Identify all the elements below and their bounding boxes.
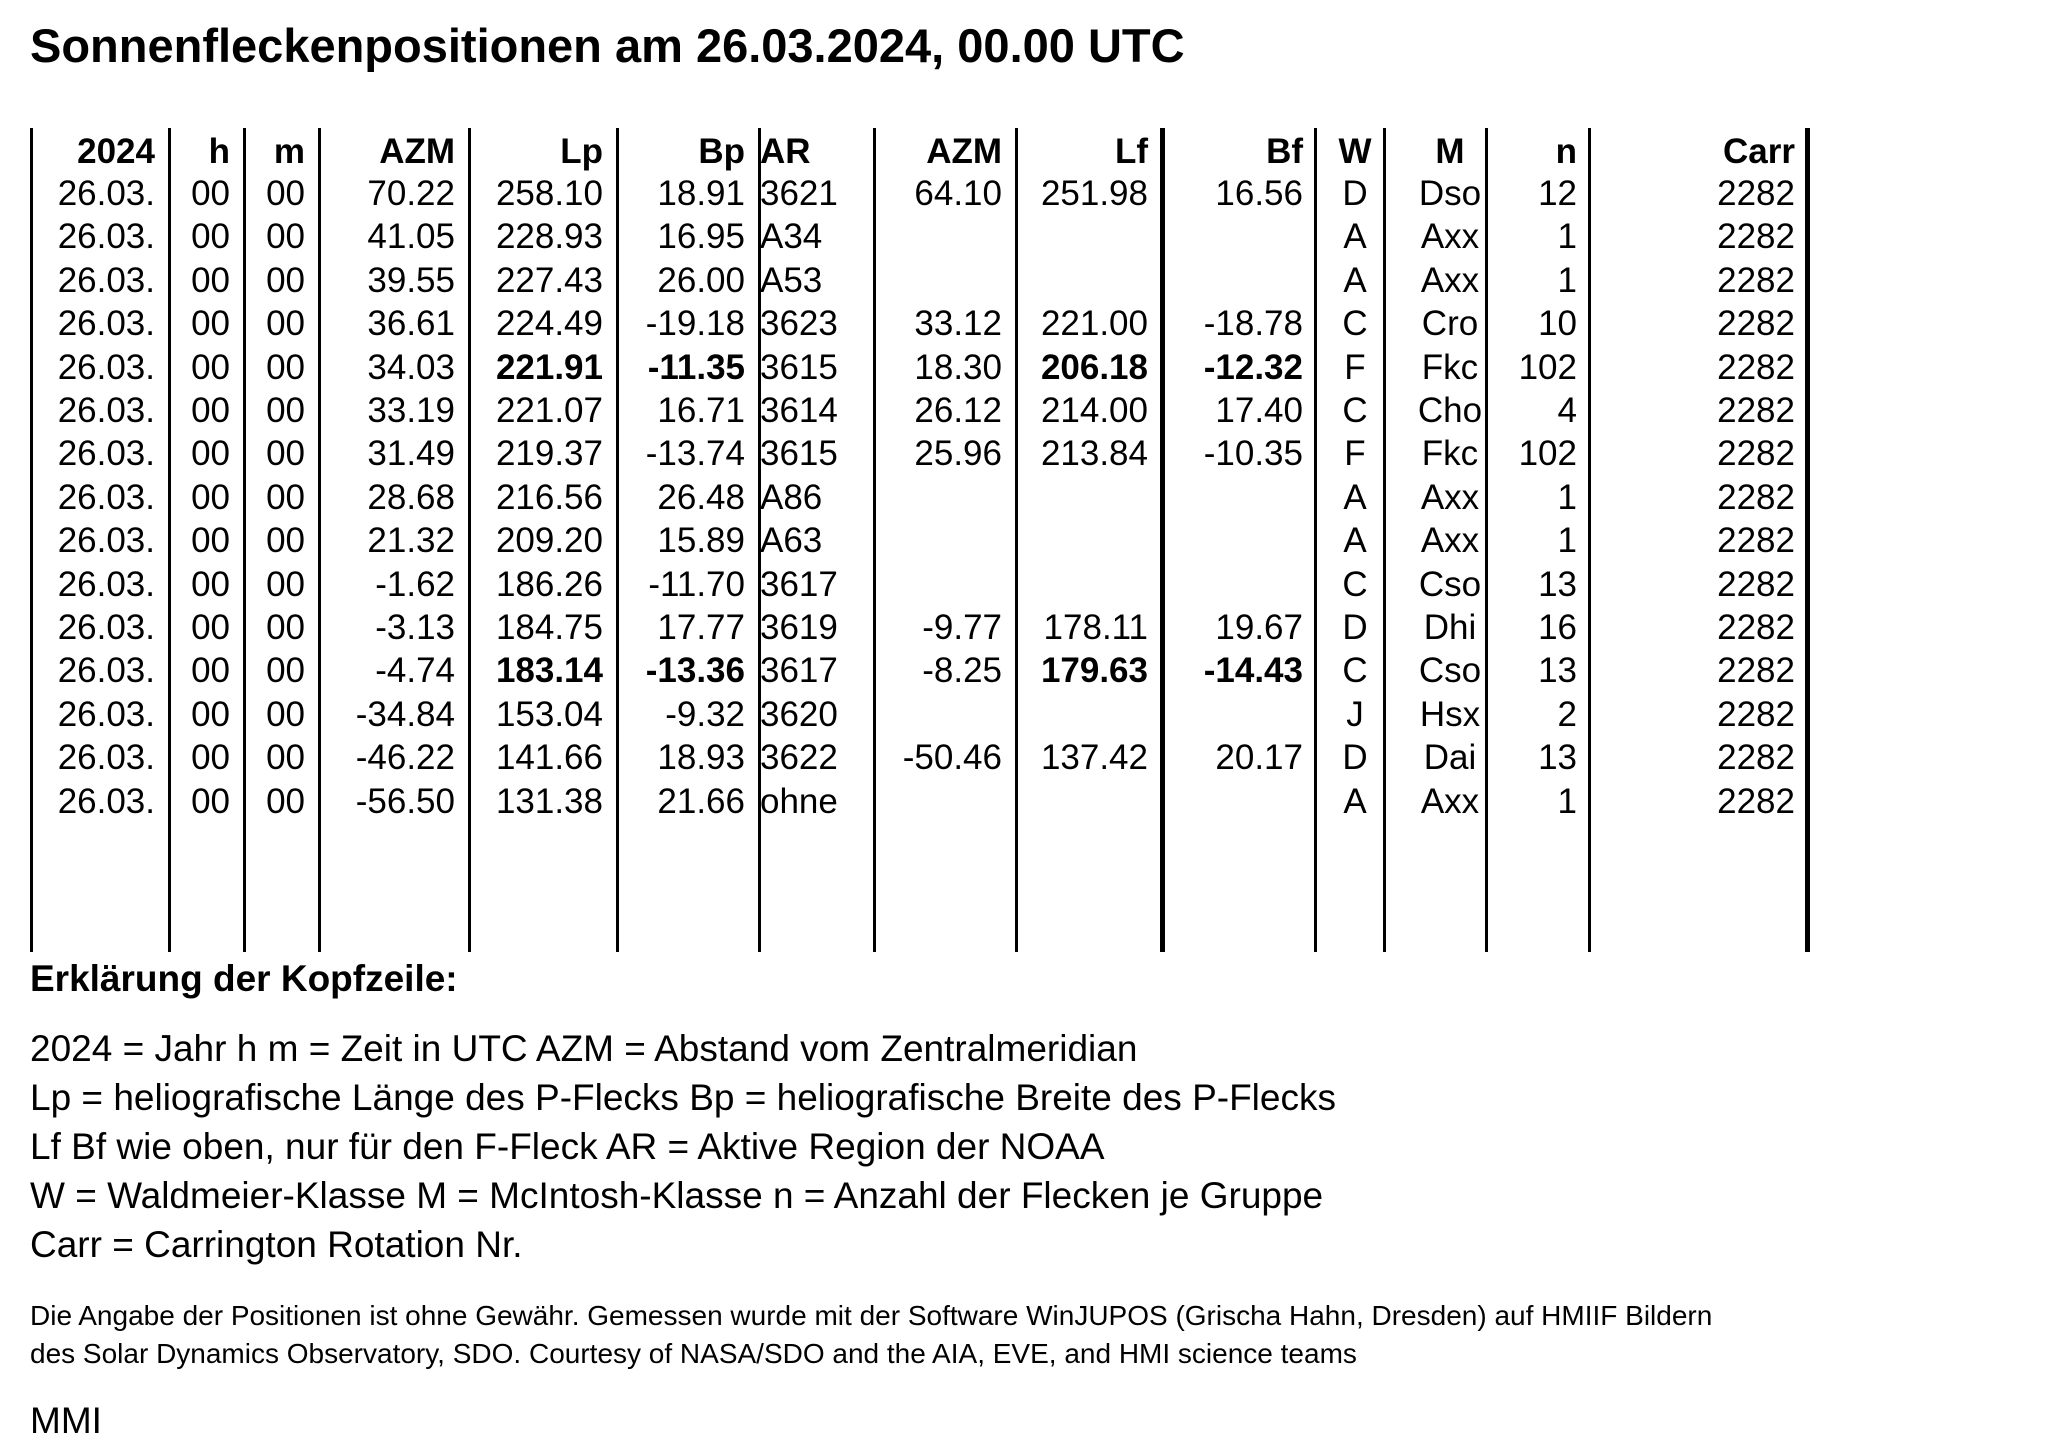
table-cell: 18.30 [914,347,1002,387]
table-cell: 00 [191,391,230,430]
explanation-line: Lp = heliografische Länge des P-Flecks Bp = heliografische Breite des P-Flecks [30,1077,1336,1118]
table-cell: 26.00 [657,260,745,300]
table-cell [1017,519,1148,562]
table-cell: 186.26 [495,564,603,604]
column-header: AZM [926,132,1002,171]
table-cell: 209.20 [495,521,603,561]
column-header: Lp [560,132,603,171]
table-cell [1163,215,1303,258]
table-cell: 13 [1538,651,1577,691]
table-cell [1163,476,1303,519]
table-cell: -9.32 [665,694,745,734]
table-cell [1017,476,1148,519]
table-cell: 221.91 [495,347,603,387]
table-cell [875,693,1002,736]
table-cell: -3.13 [375,608,455,647]
table-cell: 2 [1557,694,1577,734]
table-cell: A [1343,521,1367,561]
table-cell: 1 [1557,260,1577,300]
column-header: Carr [1723,132,1795,171]
column-header: 2024 [77,132,155,171]
table-cell: 26.03. [57,391,155,430]
table-cell: -9.77 [922,608,1002,647]
table-cell: F [1344,434,1366,474]
table-cell: A [1343,260,1367,300]
table-cell: 2282 [1717,391,1795,430]
table-cell: C [1342,304,1368,344]
table-cell: F [1344,347,1366,387]
table-cell: 26.03. [57,304,155,344]
table-cell: 26.48 [657,477,745,517]
table-cell: 00 [266,260,305,300]
table-cell: 00 [266,651,305,691]
table-cell: -10.35 [1203,434,1303,474]
table-cell: -34.84 [355,694,455,734]
table-cell: 00 [191,217,230,257]
table-cell: 102 [1518,347,1577,387]
table-cell [1163,259,1303,302]
table-cell: 18.91 [657,174,745,213]
table-cell: -50.46 [902,738,1002,778]
table-cell: 1 [1557,477,1577,517]
table-cell: 184.75 [495,608,603,647]
table-cell: 2282 [1717,694,1795,734]
table-cell: 00 [266,304,305,344]
table-cell: Cho [1417,391,1483,430]
table-cell: 2282 [1717,477,1795,517]
table-cell [875,259,1002,302]
table-cell: 26.03. [57,564,155,604]
table-cell: -11.35 [647,347,745,387]
table-cell: 183.14 [495,651,603,691]
table-cell: Dso [1418,174,1482,213]
table-cell: 10 [1538,304,1577,344]
explanation-line: Carr = Carrington Rotation Nr. [30,1224,523,1265]
disclaimer-line: Die Angabe der Positionen ist ohne Gewähr. Gemessen wurde mit der Software WinJUPOS (Grischa Hahn, Dresden) auf HMIIF Bildern [30,1300,1713,1331]
table-cell: 26.03. [57,738,155,778]
column-header: n [1555,132,1577,171]
table-cell: 00 [266,608,305,647]
table-cell: 141.66 [495,738,603,778]
table-cell: 131.38 [495,781,603,821]
table-cell: 3615 [760,434,838,474]
table-cell: -14.43 [1203,651,1303,691]
table-cell: 227.43 [495,260,603,300]
table-cell: 3615 [760,347,838,387]
table-cell: Dhi [1423,608,1477,647]
explanation-heading: Erklärung der Kopfzeile: [30,958,458,999]
table-cell: 258.10 [495,174,603,213]
column-header: M [1435,132,1465,171]
table-cell: 00 [191,347,230,387]
table-cell: 00 [266,781,305,821]
table-cell: 00 [266,217,305,257]
table-cell: 13 [1538,564,1577,604]
table-cell: 3620 [760,694,838,734]
table-cell: 00 [266,347,305,387]
table-cell: 16.56 [1215,174,1303,213]
table-cell: 15.89 [657,521,745,561]
table-cell: A86 [760,477,823,517]
table-cell: 214.00 [1040,391,1148,430]
table-cell: Cso [1418,564,1482,604]
table-cell: 224.49 [495,304,603,344]
table-cell: 26.03. [57,781,155,821]
table-cell: A [1343,477,1367,517]
table-cell: Cro [1421,304,1479,344]
table-cell [1163,780,1303,823]
table-cell: 13 [1538,738,1577,778]
table-cell [875,519,1002,562]
column-header: Lf [1114,132,1148,171]
table-cell: 26.03. [57,694,155,734]
page-title: Sonnenfleckenpositionen am 26.03.2024, 00.00 UTC [30,19,1185,72]
table-cell: Hsx [1419,694,1481,734]
table-cell: 26.03. [57,217,155,257]
table-cell: C [1342,651,1368,691]
table-cell: 33.12 [914,304,1002,344]
table-cell: 1 [1557,781,1577,821]
table-cell: -56.50 [355,781,455,821]
column-header: Bp [698,132,745,171]
table-cell: A [1343,217,1367,257]
table-cell: 00 [191,738,230,778]
table-cell: Axx [1420,260,1480,300]
table-cell [1017,259,1148,302]
table-cell: 17.40 [1215,391,1303,430]
table-cell: 137.42 [1040,738,1148,778]
table-cell: 17.77 [657,608,745,647]
table-cell: A34 [760,217,823,257]
table-cell: 2282 [1717,260,1795,300]
table-cell: D [1342,738,1368,778]
table-cell: 206.18 [1040,347,1148,387]
table-cell: C [1342,391,1368,430]
table-cell: 70.22 [367,174,455,213]
table-cell: 25.96 [914,434,1002,474]
table-cell: A53 [760,260,823,300]
table-cell: D [1342,608,1368,647]
table-cell [1017,693,1148,736]
table-cell: 26.03. [57,521,155,561]
table-cell: 00 [266,477,305,517]
table-cell: ohne [760,781,838,821]
table-cell: -1.62 [375,564,455,604]
table-cell: 00 [191,651,230,691]
table-cell: 00 [266,391,305,430]
table-cell: 26.03. [57,434,155,474]
table-cell: 16.95 [657,217,745,257]
column-header: W [1338,132,1372,171]
table-cell: 64.10 [914,174,1002,213]
table-cell [1163,563,1303,606]
table-cell: 28.68 [367,477,455,517]
table-cell: 1 [1557,521,1577,561]
signature: MMI [30,1400,102,1441]
table-cell: 153.04 [495,694,603,734]
column-divider [1314,128,1317,952]
table-cell: 2282 [1717,781,1795,821]
table-cell: 26.03. [57,477,155,517]
table-cell: -13.74 [645,434,745,474]
table-cell: 179.63 [1040,651,1148,691]
table-cell: -19.18 [645,304,745,344]
table-cell: -8.25 [922,651,1002,691]
table-cell: 3622 [760,738,838,778]
table-cell: 00 [191,174,230,213]
table-cell: Axx [1420,521,1480,561]
column-header: Bf [1266,132,1303,171]
explanation-line: 2024 = Jahr h m = Zeit in UTC AZM = Abstand vom Zentralmeridian [30,1028,1138,1069]
table-cell: 12 [1538,174,1577,213]
table-cell: Axx [1420,781,1480,821]
table-cell: -46.22 [355,738,455,778]
column-divider [1805,128,1810,952]
table-cell: 2282 [1717,174,1795,213]
disclaimer-line: des Solar Dynamics Observatory, SDO. Courtesy of NASA/SDO and the AIA, EVE, and HMI science teams [30,1338,1357,1369]
table-cell: J [1346,694,1364,734]
table-cell [1163,519,1303,562]
table-cell: 00 [266,564,305,604]
table-cell: Fkc [1421,434,1479,474]
table-cell: 00 [191,781,230,821]
table-cell: 00 [191,304,230,344]
table-cell: 26.03. [57,651,155,691]
table-cell [875,476,1002,519]
table-cell: 31.49 [367,434,455,474]
table-cell [875,215,1002,258]
table-cell: 00 [191,521,230,561]
table-cell: 178.11 [1043,608,1148,647]
table-cell: 26.12 [914,391,1002,430]
table-cell: 213.84 [1040,434,1148,474]
table-cell: 221.00 [1040,304,1148,344]
table-cell: 00 [191,564,230,604]
explanation-line: W = Waldmeier-Klasse M = McIntosh-Klasse n = Anzahl der Flecken je Gruppe [30,1175,1324,1216]
table-cell: -13.36 [645,651,745,691]
table-cell: 36.61 [367,304,455,344]
table-cell: 3623 [760,304,838,344]
table-cell [875,563,1002,606]
table-cell: 3617 [760,564,838,604]
column-divider [1588,128,1591,952]
table-cell: 33.19 [367,391,455,430]
table-cell: 3619 [760,608,838,647]
table-cell: 221.07 [495,391,603,430]
table-cell: 2282 [1717,608,1795,647]
table-cell: Dai [1423,738,1477,778]
column-header: m [273,132,305,171]
table-cell [1017,563,1148,606]
table-cell: Axx [1420,217,1480,257]
table-cell: 20.17 [1215,738,1303,778]
table-cell: A [1343,781,1367,821]
table-cell: -4.74 [375,651,455,691]
table-cell [875,780,1002,823]
table-cell: 00 [266,434,305,474]
table-cell: 00 [266,174,305,213]
table-cell: 34.03 [367,347,455,387]
table-cell: 2282 [1717,738,1795,778]
table-cell: 19.67 [1215,608,1303,647]
table-cell: C [1342,564,1368,604]
table-cell: 00 [191,608,230,647]
table-cell: 2282 [1717,651,1795,691]
table-cell: 2282 [1717,434,1795,474]
table-cell: 21.66 [657,781,745,821]
table-cell [1017,215,1148,258]
table-cell: 16.71 [657,391,745,430]
table-cell: Fkc [1421,347,1479,387]
table-cell: 00 [266,521,305,561]
table-cell: 102 [1518,434,1577,474]
table-cell: 2282 [1717,347,1795,387]
table-cell: 251.98 [1040,174,1148,213]
table-cell: -11.70 [648,564,745,604]
table-cell [1017,780,1148,823]
column-header: h [208,132,230,171]
table-cell: 00 [266,694,305,734]
table-cell: 4 [1557,391,1577,430]
table-cell: 16 [1538,608,1577,647]
table-cell: -18.78 [1203,304,1303,344]
table-cell: 3621 [760,174,838,213]
table-cell: 00 [191,694,230,734]
table-cell: 00 [191,477,230,517]
table-cell: A63 [760,521,823,561]
table-cell: 228.93 [495,217,603,257]
column-header: AR [760,132,811,171]
table-cell: 2282 [1717,521,1795,561]
table-cell: 18.93 [657,738,745,778]
table-cell: 41.05 [367,217,455,257]
sunspot-table [30,128,1818,952]
table-cell: 00 [191,260,230,300]
table-cell: 21.32 [367,521,455,561]
table-cell: 26.03. [57,174,155,213]
table-cell: 216.56 [495,477,603,517]
table-cell: 00 [266,738,305,778]
table-cell: 2282 [1717,304,1795,344]
table-cell: 26.03. [57,347,155,387]
table-cell: 26.03. [57,260,155,300]
explanation-line: Lf Bf wie oben, nur für den F-Fleck AR = Aktive Region der NOAA [30,1126,1105,1167]
column-header: AZM [379,132,455,171]
table-cell: -12.32 [1203,347,1303,387]
table-cell: 219.37 [495,434,603,474]
table-cell: 26.03. [57,608,155,647]
table-cell: 00 [191,434,230,474]
table-cell: 2282 [1717,564,1795,604]
table-cell: 39.55 [367,260,455,300]
table-cell: 3617 [760,651,838,691]
table-cell: D [1342,174,1368,213]
table-cell: 3614 [760,391,838,430]
table-cell: Cso [1418,651,1482,691]
table-cell: Axx [1420,477,1480,517]
table-cell: 2282 [1717,217,1795,257]
table-cell: 1 [1557,217,1577,257]
table-cell [1163,693,1303,736]
